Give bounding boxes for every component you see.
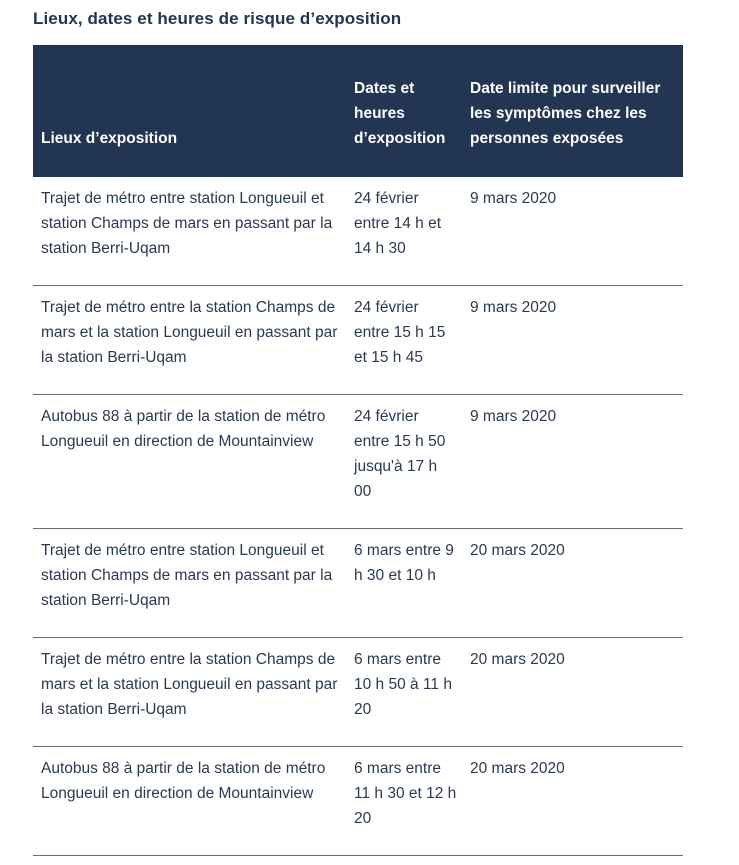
table-row [33, 177, 683, 286]
cell-date-limite: 9 mars 2020 [462, 177, 683, 286]
table-row [33, 747, 683, 856]
cell-dates: 6 mars entre 11 h 30 et 12 h 20 [346, 747, 462, 856]
cell-dates: 24 février entre 14 h et 14 h 30 [346, 177, 462, 286]
cell-lieu: Autobus 88 à partir de la station de métro Longueuil en direction de Mountainview [33, 747, 346, 856]
header-lieux: Lieux d’exposition [33, 45, 346, 177]
cell-lieu: Trajet de métro entre station Longueuil et station Champs de mars en passant par la station Berri-Uqam [33, 177, 346, 286]
cell-date-limite: 9 mars 2020 [462, 395, 683, 529]
cell-dates: 24 février entre 15 h 50 jusqu'à 17 h 00 [346, 395, 462, 529]
header-date-limite: Date limite pour surveiller les symptômes chez les personnes exposées [462, 45, 683, 177]
cell-date-limite: 20 mars 2020 [462, 747, 683, 856]
table-header [33, 45, 683, 177]
exposure-table [33, 45, 683, 856]
header-row [33, 45, 683, 177]
table-body [33, 177, 683, 856]
table-row [33, 286, 683, 395]
cell-lieu: Trajet de métro entre station Longueuil et station Champs de mars en passant par la station Berri-Uqam [33, 529, 346, 638]
table-row [33, 529, 683, 638]
cell-dates: 24 février entre 15 h 15 et 15 h 45 [346, 286, 462, 395]
cell-lieu: Trajet de métro entre la station Champs de mars et la station Longueuil en passant par la station Berri-Uqam [33, 638, 346, 747]
cell-date-limite: 20 mars 2020 [462, 529, 683, 638]
table-row [33, 638, 683, 747]
cell-lieu: Trajet de métro entre la station Champs de mars et la station Longueuil en passant par la station Berri-Uqam [33, 286, 346, 395]
cell-dates: 6 mars entre 9 h 30 et 10 h [346, 529, 462, 638]
cell-lieu: Autobus 88 à partir de la station de métro Longueuil en direction de Mountainview [33, 395, 346, 529]
cell-date-limite: 9 mars 2020 [462, 286, 683, 395]
table-row [33, 395, 683, 529]
cell-date-limite: 20 mars 2020 [462, 638, 683, 747]
cell-dates: 6 mars entre 10 h 50 à 11 h 20 [346, 638, 462, 747]
header-dates: Dates et heures d’exposition [346, 45, 462, 177]
table-caption: Lieux, dates et heures de risque d’exposition [33, 9, 402, 28]
